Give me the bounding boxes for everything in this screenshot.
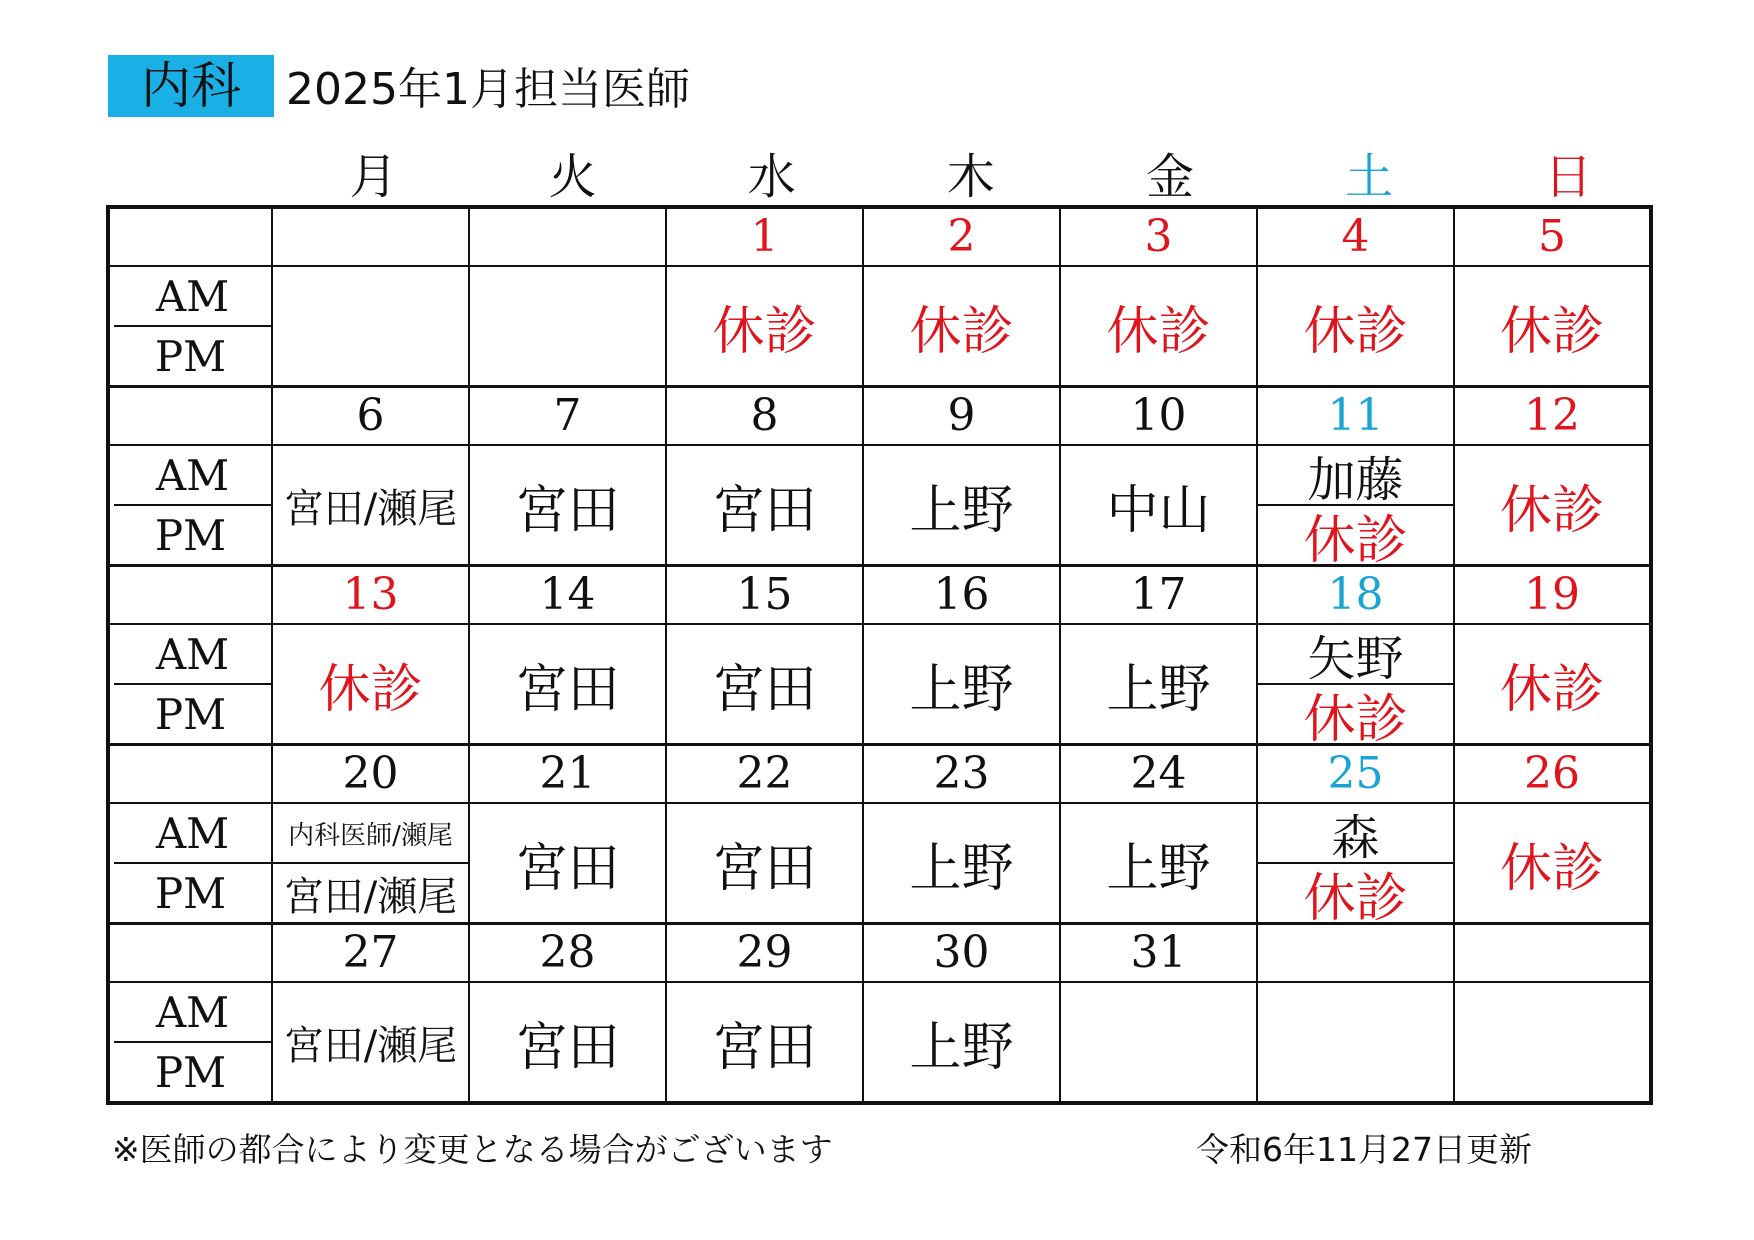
schedule-cell-split	[1257, 624, 1454, 745]
schedule-cell	[1454, 982, 1651, 1103]
weekday-sat: 土	[1345, 149, 1394, 205]
date-cell: 7	[469, 387, 666, 446]
closed-cell: 休診	[1454, 445, 1651, 566]
department-badge: 内科	[108, 55, 274, 117]
schedule-cell: 宮田	[666, 445, 863, 566]
ampm-label	[108, 266, 272, 387]
ampm-label	[108, 982, 272, 1103]
schedule-cell: 宮田	[469, 445, 666, 566]
schedule-cell	[272, 266, 469, 387]
am-label: AM	[114, 446, 271, 506]
ampm-label	[108, 803, 272, 924]
date-cell: 24	[1060, 745, 1257, 804]
pm-label: PM	[154, 331, 227, 381]
closed-cell: 休診	[272, 624, 469, 745]
schedule-table	[106, 205, 1653, 1105]
date-cell: 26	[1454, 745, 1651, 804]
schedule-cell: 宮田	[666, 803, 863, 924]
schedule-cell-split	[272, 803, 469, 924]
schedule-row	[108, 982, 1651, 1103]
schedule-cell: 上野	[1060, 803, 1257, 924]
date-cell: 31	[1060, 924, 1257, 983]
closed-cell: 休診	[1454, 803, 1651, 924]
date-cell: 1	[666, 207, 863, 266]
schedule-cell: 上野	[1060, 624, 1257, 745]
schedule-cell: 上野	[863, 445, 1060, 566]
pm-doctor: 休診	[1303, 510, 1408, 564]
date-cell	[1257, 924, 1454, 983]
date-cell: 3	[1060, 207, 1257, 266]
date-cell	[1454, 924, 1651, 983]
schedule-cell: 上野	[863, 982, 1060, 1103]
schedule-cell: 宮田	[666, 982, 863, 1103]
date-row	[108, 387, 1651, 446]
date-cell: 16	[863, 566, 1060, 625]
pm-label: PM	[154, 510, 227, 560]
schedule-cell: 宮田	[469, 624, 666, 745]
schedule-cell	[1257, 982, 1454, 1103]
schedule-cell: 宮田	[469, 982, 666, 1103]
disclaimer-note: ※医師の都合により変更となる場合がございます	[112, 1130, 833, 1169]
date-cell	[272, 207, 469, 266]
am-doctor: 矢野	[1258, 625, 1453, 685]
schedule-cell-split	[1257, 803, 1454, 924]
date-cell: 28	[469, 924, 666, 983]
pm-doctor: 休診	[1303, 868, 1408, 922]
date-row	[108, 924, 1651, 983]
schedule-cell: 中山	[1060, 445, 1257, 566]
page-title: 2025年1月担当医師	[286, 64, 690, 115]
date-cell: 27	[272, 924, 469, 983]
date-row	[108, 566, 1651, 625]
am-doctor: 内科医師/瀬尾	[273, 804, 468, 864]
date-cell: 15	[666, 566, 863, 625]
date-cell: 17	[1060, 566, 1257, 625]
am-label: AM	[114, 625, 271, 685]
weekday-thu: 木	[946, 149, 995, 205]
schedule-cell: 上野	[863, 624, 1060, 745]
date-cell: 21	[469, 745, 666, 804]
date-cell	[469, 207, 666, 266]
weekday-wed: 水	[747, 149, 796, 205]
pm-label: PM	[154, 689, 227, 739]
schedule-row	[108, 266, 1651, 387]
closed-cell: 休診	[1257, 266, 1454, 387]
date-row-label	[108, 207, 272, 266]
date-row-label	[108, 566, 272, 625]
closed-cell: 休診	[1060, 266, 1257, 387]
date-cell: 4	[1257, 207, 1454, 266]
date-row	[108, 207, 1651, 266]
date-cell: 18	[1257, 566, 1454, 625]
date-cell: 5	[1454, 207, 1651, 266]
date-cell: 8	[666, 387, 863, 446]
date-cell: 19	[1454, 566, 1651, 625]
pm-label: PM	[154, 1047, 227, 1097]
date-cell: 23	[863, 745, 1060, 804]
schedule-cell	[1060, 982, 1257, 1103]
date-cell: 22	[666, 745, 863, 804]
ampm-label	[108, 624, 272, 745]
date-row	[108, 745, 1651, 804]
date-row-label	[108, 924, 272, 983]
date-cell: 9	[863, 387, 1060, 446]
am-doctor: 森	[1258, 804, 1453, 864]
closed-cell: 休診	[666, 266, 863, 387]
pm-doctor: 休診	[1303, 689, 1408, 743]
date-cell: 13	[272, 566, 469, 625]
am-label: AM	[114, 267, 271, 327]
date-cell: 30	[863, 924, 1060, 983]
date-cell: 11	[1257, 387, 1454, 446]
closed-cell: 休診	[863, 266, 1060, 387]
schedule-cell: 上野	[863, 803, 1060, 924]
weekday-header	[274, 148, 1668, 206]
weekday-fri: 金	[1146, 149, 1195, 205]
date-cell: 10	[1060, 387, 1257, 446]
schedule-cell: 宮田/瀬尾	[272, 445, 469, 566]
date-cell: 20	[272, 745, 469, 804]
date-cell: 2	[863, 207, 1060, 266]
date-row-label	[108, 387, 272, 446]
date-cell: 6	[272, 387, 469, 446]
am-doctor: 加藤	[1258, 446, 1453, 506]
date-cell: 14	[469, 566, 666, 625]
schedule-cell-split	[1257, 445, 1454, 566]
closed-cell: 休診	[1454, 624, 1651, 745]
schedule-cell: 宮田	[469, 803, 666, 924]
am-label: AM	[114, 804, 271, 864]
date-row-label	[108, 745, 272, 804]
am-label: AM	[114, 983, 271, 1043]
pm-doctor: 宮田/瀬尾	[283, 873, 458, 920]
weekday-sun: 日	[1544, 149, 1593, 205]
schedule-cell	[469, 266, 666, 387]
schedule-cell: 宮田	[666, 624, 863, 745]
weekday-mon: 月	[349, 149, 398, 205]
schedule-row	[108, 445, 1651, 566]
schedule-cell: 宮田/瀬尾	[272, 982, 469, 1103]
schedule-row	[108, 624, 1651, 745]
schedule-row	[108, 803, 1651, 924]
ampm-label	[108, 445, 272, 566]
pm-label: PM	[154, 868, 227, 918]
weekday-tue: 火	[548, 149, 597, 205]
date-cell: 12	[1454, 387, 1651, 446]
updated-date: 令和6年11月27日更新	[1196, 1130, 1532, 1169]
date-cell: 25	[1257, 745, 1454, 804]
date-cell: 29	[666, 924, 863, 983]
closed-cell: 休診	[1454, 266, 1651, 387]
